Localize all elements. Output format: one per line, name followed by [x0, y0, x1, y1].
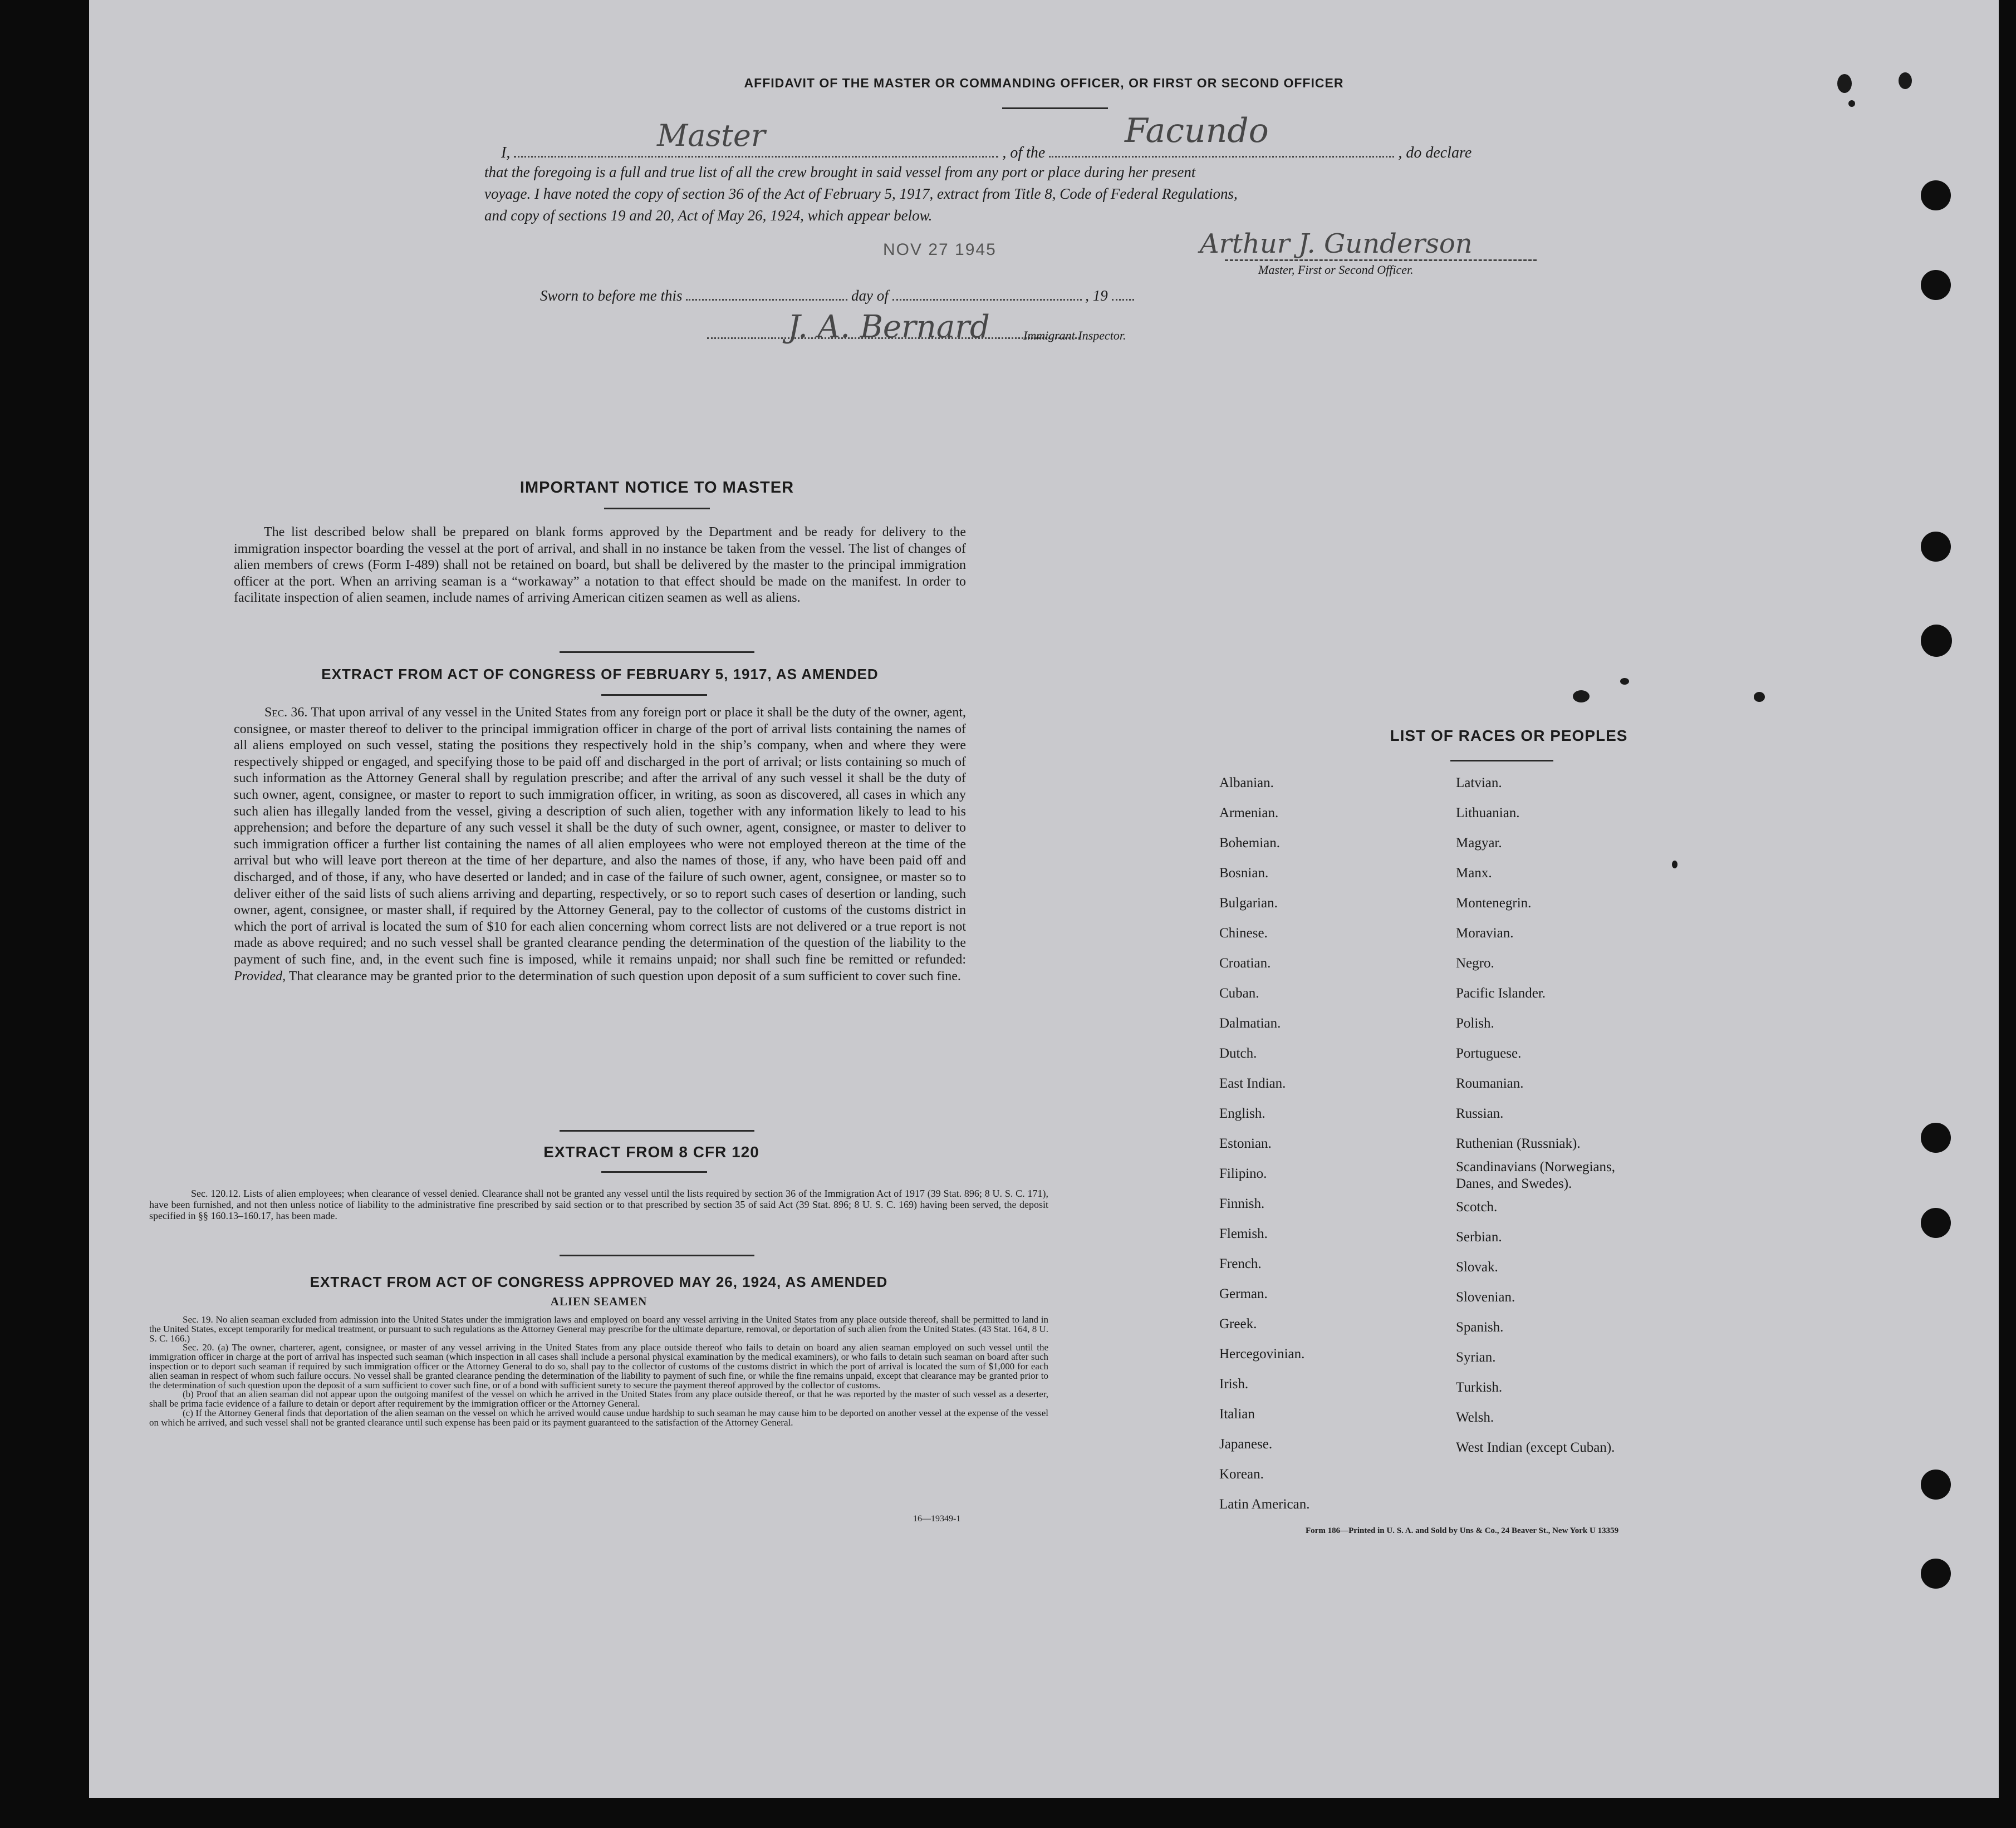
race-item: East Indian. — [1219, 1076, 1286, 1091]
race-item: Scotch. — [1456, 1200, 1498, 1215]
race-item: Negro. — [1456, 956, 1494, 971]
master-signature: Arthur J. Gunderson — [1200, 228, 1473, 259]
document-sheet — [89, 0, 1999, 1798]
heading-rule — [1002, 107, 1108, 109]
sworn-prefix: Sworn to before me this — [540, 287, 683, 304]
race-item: Danes, and Swedes). — [1456, 1176, 1572, 1191]
provided-label: Provided, — [234, 969, 286, 984]
ink-speck — [1754, 692, 1765, 702]
divider — [560, 651, 754, 653]
race-item: Slovak. — [1456, 1260, 1498, 1275]
race-item: Estonian. — [1219, 1136, 1272, 1151]
alien-seamen-subheading: ALIEN SEAMEN — [550, 1295, 648, 1308]
race-item: Cuban. — [1219, 986, 1259, 1001]
race-item: Lithuanian. — [1456, 805, 1520, 820]
race-item: Manx. — [1456, 866, 1492, 881]
race-item: Dalmatian. — [1219, 1016, 1281, 1031]
race-item: Dutch. — [1219, 1046, 1257, 1061]
form-printer-line: Form 186—Printed in U. S. A. and Sold by Uns & Co., 24 Beaver St., New York U 13359 — [1306, 1526, 1619, 1535]
section-19-text: Sec. 19. No alien seaman excluded from admission into the United States under the immigration laws and employed on board any vessel arriving in the United States from any place outside thereof, shall be permitted to land in the United States, except temporarily for medical treatment, or pursuant to such regulations as the Attorney General may prescribe for the ultimate departure, removal, or deportation of such alien from the United States. (43 Stat. 164, 8 U. S. C. 166.) — [149, 1314, 1048, 1344]
race-item: French. — [1219, 1256, 1262, 1271]
race-item: Japanese. — [1219, 1437, 1273, 1452]
race-item: Slovenian. — [1456, 1290, 1515, 1305]
extract-cfr-text: Sec. 120.12. Lists of alien employees; when clearance of vessel denied. Clearance shall not be granted any vessel until the lists required by section 36 of the Immigration Act of 1917 (39 Stat. 896; 8 U. S. C. 171), have been furnished, and not then unless notice of liability to the administrative fine prescribed by said section or to that prescribed by section 35 of said Act (39 Stat. 896; 8 U. S. C. 169) having been served, the deposit specified in §§ 160.13–160.17, has been made. — [149, 1188, 1048, 1221]
extract-1917-heading: EXTRACT FROM ACT OF CONGRESS OF FEBRUARY 5, 1917, AS AMENDED — [321, 666, 879, 682]
race-item: West Indian (except Cuban). — [1456, 1440, 1615, 1455]
sworn-year: , 19 — [1085, 287, 1108, 304]
punch-hole — [1921, 532, 1951, 562]
race-item: Latvian. — [1456, 775, 1502, 790]
affidavit-line-3: voyage. I have noted the copy of section 36 of the Act of February 5, 1917, extract from Title 8, Code of Federal Regulations, — [484, 185, 1238, 202]
race-item: Korean. — [1219, 1467, 1264, 1482]
notice-heading: IMPORTANT NOTICE TO MASTER — [519, 479, 794, 497]
signature-caption: Master, First or Second Officer. — [1258, 263, 1414, 277]
punch-hole — [1921, 1208, 1951, 1238]
race-item: Pacific Islander. — [1456, 986, 1546, 1001]
ink-speck — [1837, 74, 1852, 93]
sworn-year-blank — [1112, 282, 1134, 301]
extract-1917-text — [234, 705, 966, 985]
affidavit-line-4: and copy of sections 19 and 20, Act of May 26, 1924, which appear below. — [484, 207, 933, 224]
section-20a-text: Sec. 20. (a) The owner, charterer, agent, consignee, or master of any vessel arriving in the United States from any place outside thereof who fails to detain on board any alien seaman employed on such vessel until the immigration officer in charge at the port of arrival has inspected such seaman (which inspection in all cases shall include a personal physical examination by the medical examiners), or who fails to detain such seaman on board after such inspection or to deport such seaman if required by such immigration officer or the Attorney General to do so, shall pay to the collector of customs of the customs district in which the port of arrival is located the sum of $1,000 for each alien seaman in respect of whom such failure occurs. No vessel shall be granted clearance pending the determination of the liability to payment of such fine, or while the fine remains unpaid, except that clearance may be granted prior to the determination of such question upon the deposit of a sum sufficient to cover such fine, or of a bond with sufficient surety to secure the payment thereof approved by the collector of customs. — [149, 1342, 1048, 1390]
race-item: Welsh. — [1456, 1410, 1494, 1425]
divider — [560, 1255, 754, 1256]
extract-1924-heading: EXTRACT FROM ACT OF CONGRESS APPROVED MAY 26, 1924, AS AMENDED — [310, 1274, 888, 1290]
sworn-day-of: day of — [851, 287, 889, 304]
ink-speck — [1848, 100, 1855, 107]
extract-1917-rule — [601, 694, 707, 696]
punch-hole — [1921, 1123, 1951, 1153]
race-item: Finnish. — [1219, 1196, 1265, 1211]
punch-hole — [1921, 270, 1951, 300]
race-item: Italian — [1219, 1407, 1255, 1422]
races-heading: LIST OF RACES OR PEOPLES — [1390, 727, 1628, 744]
race-item: Bulgarian. — [1219, 896, 1278, 911]
punch-hole — [1921, 180, 1951, 210]
race-item: German. — [1219, 1286, 1268, 1301]
ink-speck — [1620, 678, 1629, 685]
sworn-month-blank — [892, 282, 1082, 301]
race-item: Scandinavians (Norwegians, — [1456, 1159, 1616, 1175]
race-item: Bosnian. — [1219, 866, 1269, 881]
race-item: Flemish. — [1219, 1226, 1268, 1241]
inspector-caption: Immigrant Inspector. — [1023, 328, 1126, 342]
race-item: Spanish. — [1456, 1320, 1504, 1335]
races-left-column — [1219, 768, 1431, 1520]
punch-hole — [1921, 625, 1952, 657]
race-item: Serbian. — [1456, 1230, 1502, 1245]
race-item: Syrian. — [1456, 1350, 1496, 1365]
divider — [560, 1130, 754, 1132]
race-item: Greek. — [1219, 1316, 1257, 1331]
race-item: Montenegrin. — [1456, 896, 1532, 911]
inspector-signature: J. A. Bernard — [788, 309, 990, 345]
affidavit-heading: AFFIDAVIT OF THE MASTER OR COMMANDING OFFICER, OR FIRST OR SECOND OFFICER — [744, 76, 1344, 90]
race-item: Roumanian. — [1456, 1076, 1524, 1091]
races-rule — [1450, 760, 1553, 761]
races-right-column — [1456, 768, 1723, 1463]
race-item: Latin American. — [1219, 1497, 1310, 1512]
notice-text: The list described below shall be prepared on blank forms approved by the Department and be ready for delivery to the immigration inspector boarding the vessel at the port of arrival, and shall in no instance be taken from the vessel. The list of changes of alien members of crews (Form I-489) shall not be retained on board, but shall be delivered by the master to the principal immigration officer at the port. When an arriving seaman is a “workaway” a notation to that effect should be made on the manifest. In order to facilitate inspection of alien seamen, include names of arriving American citizen seamen as well as aliens. — [234, 525, 966, 605]
section-36-text-a: That upon arrival of any vessel in the United States from any foreign port or place it shall be the duty of the owner, agent, consignee, or master thereof to deliver to the principal immigration officer in charge of the port of arrival lists containing the names of all aliens employed on such vessel, stating the positions they respectively hold in the ship’s company, when and where they were respectively shipped or engaged, and specifying those to be paid off and discharged in the port of arrival; or lists containing so much of such information as the Attorney General shall by regulation prescribe; and after the arrival of any such vessel it shall be the duty of such owner, agent, consignee, or master to report to such immigration officer, in writing, as soon as discovered, all cases in which any such alien has illegally landed from the vessel, giving a description of such alien, together with any information likely to lead to his apprehension; and before the departure of any such vessel it shall be the duty of such owner, agent, consignee, or master to deliver to such immigration officer a further list containing the names of all alien employees who were not employed thereon at the time of the arrival but who will leave port thereon at the time of her departure, and also the names of those, if any, who have been paid off and discharged, and of those, if any, who have deserted or landed; and in case of the failure of such owner, agent, consignee, or master so to deliver either of the said lists of such aliens arriving and departing, respectively, or so to report such cases of desertion or landing, such owner, agent, consignee, or master shall, if required by the Attorney General, pay to the collector of customs of the customs district in which the port of arrival is located the sum of $10 for each alien concerning whom correct lists are not delivered or a true report is not made as above required; and no such vessel shall be granted clearance pending the determination of the question of the liability to the payment of such fine, and, in the event such fine is imposed, while it remains unpaid; nor shall such fine be remitted or refunded: — [234, 705, 967, 967]
section-36-text-b: That clearance may be granted prior to the determination of such question upon deposit of a sum sufficient to cover such fine. — [288, 969, 961, 984]
race-item: Turkish. — [1456, 1380, 1503, 1395]
race-item: Portuguese. — [1456, 1046, 1522, 1061]
signature-line — [1225, 259, 1537, 261]
section-20b-text: (b) Proof that an alien seaman did not appear upon the outgoing manifest of the vessel on which he arrived in the United States from any place outside thereof, or that he was reported by the master of such vessel as a deserter, shall be prima facie evidence of a failure to detain or deport after requirement by the immigration officer or the Attorney General. — [149, 1389, 1048, 1409]
ink-speck — [1899, 72, 1912, 89]
ink-speck — [1672, 861, 1677, 868]
race-item: Irish. — [1219, 1377, 1249, 1392]
race-item: Moravian. — [1456, 926, 1514, 941]
race-item: Magyar. — [1456, 836, 1502, 851]
handwritten-master: Master — [657, 118, 766, 153]
extract-cfr-heading: EXTRACT FROM 8 CFR 120 — [543, 1143, 759, 1161]
race-item: Albanian. — [1219, 775, 1274, 790]
race-item: Bohemian. — [1219, 836, 1281, 851]
race-item: Ruthenian (Russniak). — [1456, 1136, 1581, 1151]
race-item: Russian. — [1456, 1106, 1504, 1121]
race-item: Polish. — [1456, 1016, 1494, 1031]
section-36-label: Sec. 36. — [264, 705, 308, 720]
extract-1924-text — [149, 1315, 1048, 1428]
date-stamp: NOV 27 1945 — [883, 240, 997, 259]
handwritten-vessel: Facundo — [1125, 111, 1269, 150]
notice-rule — [604, 508, 710, 509]
race-item: Hercegovinian. — [1219, 1347, 1305, 1362]
sworn-line — [540, 282, 1134, 304]
affidavit-declare: , do declare — [1398, 144, 1472, 161]
race-item: English. — [1219, 1106, 1265, 1121]
punch-hole — [1921, 1470, 1951, 1500]
race-item: Croatian. — [1219, 956, 1271, 971]
race-item: Filipino. — [1219, 1166, 1267, 1181]
affidavit-i: I, — [501, 144, 511, 161]
sworn-day-blank — [686, 282, 847, 301]
ink-speck — [1573, 690, 1590, 702]
affidavit-line-2: that the foregoing is a full and true list of all the crew brought in said vessel from any port or place during her present — [484, 164, 1196, 180]
affidavit-of-the: , of the — [1002, 144, 1046, 161]
race-item: Chinese. — [1219, 926, 1268, 941]
form-code: 16—19349-1 — [913, 1514, 961, 1524]
extract-cfr-rule — [601, 1171, 707, 1173]
race-item: Armenian. — [1219, 805, 1279, 820]
punch-hole — [1921, 1559, 1951, 1589]
section-20c-text: (c) If the Attorney General finds that deportation of the alien seaman on the vessel on which he arrived would cause undue hardship to such seaman he may cause him to be deported on another vessel at the expense of the vessel on which he arrived, and such vessel shall not be granted clearance until such expense has been paid or its payment guaranteed to the satisfaction of the Attorney General. — [149, 1407, 1048, 1428]
